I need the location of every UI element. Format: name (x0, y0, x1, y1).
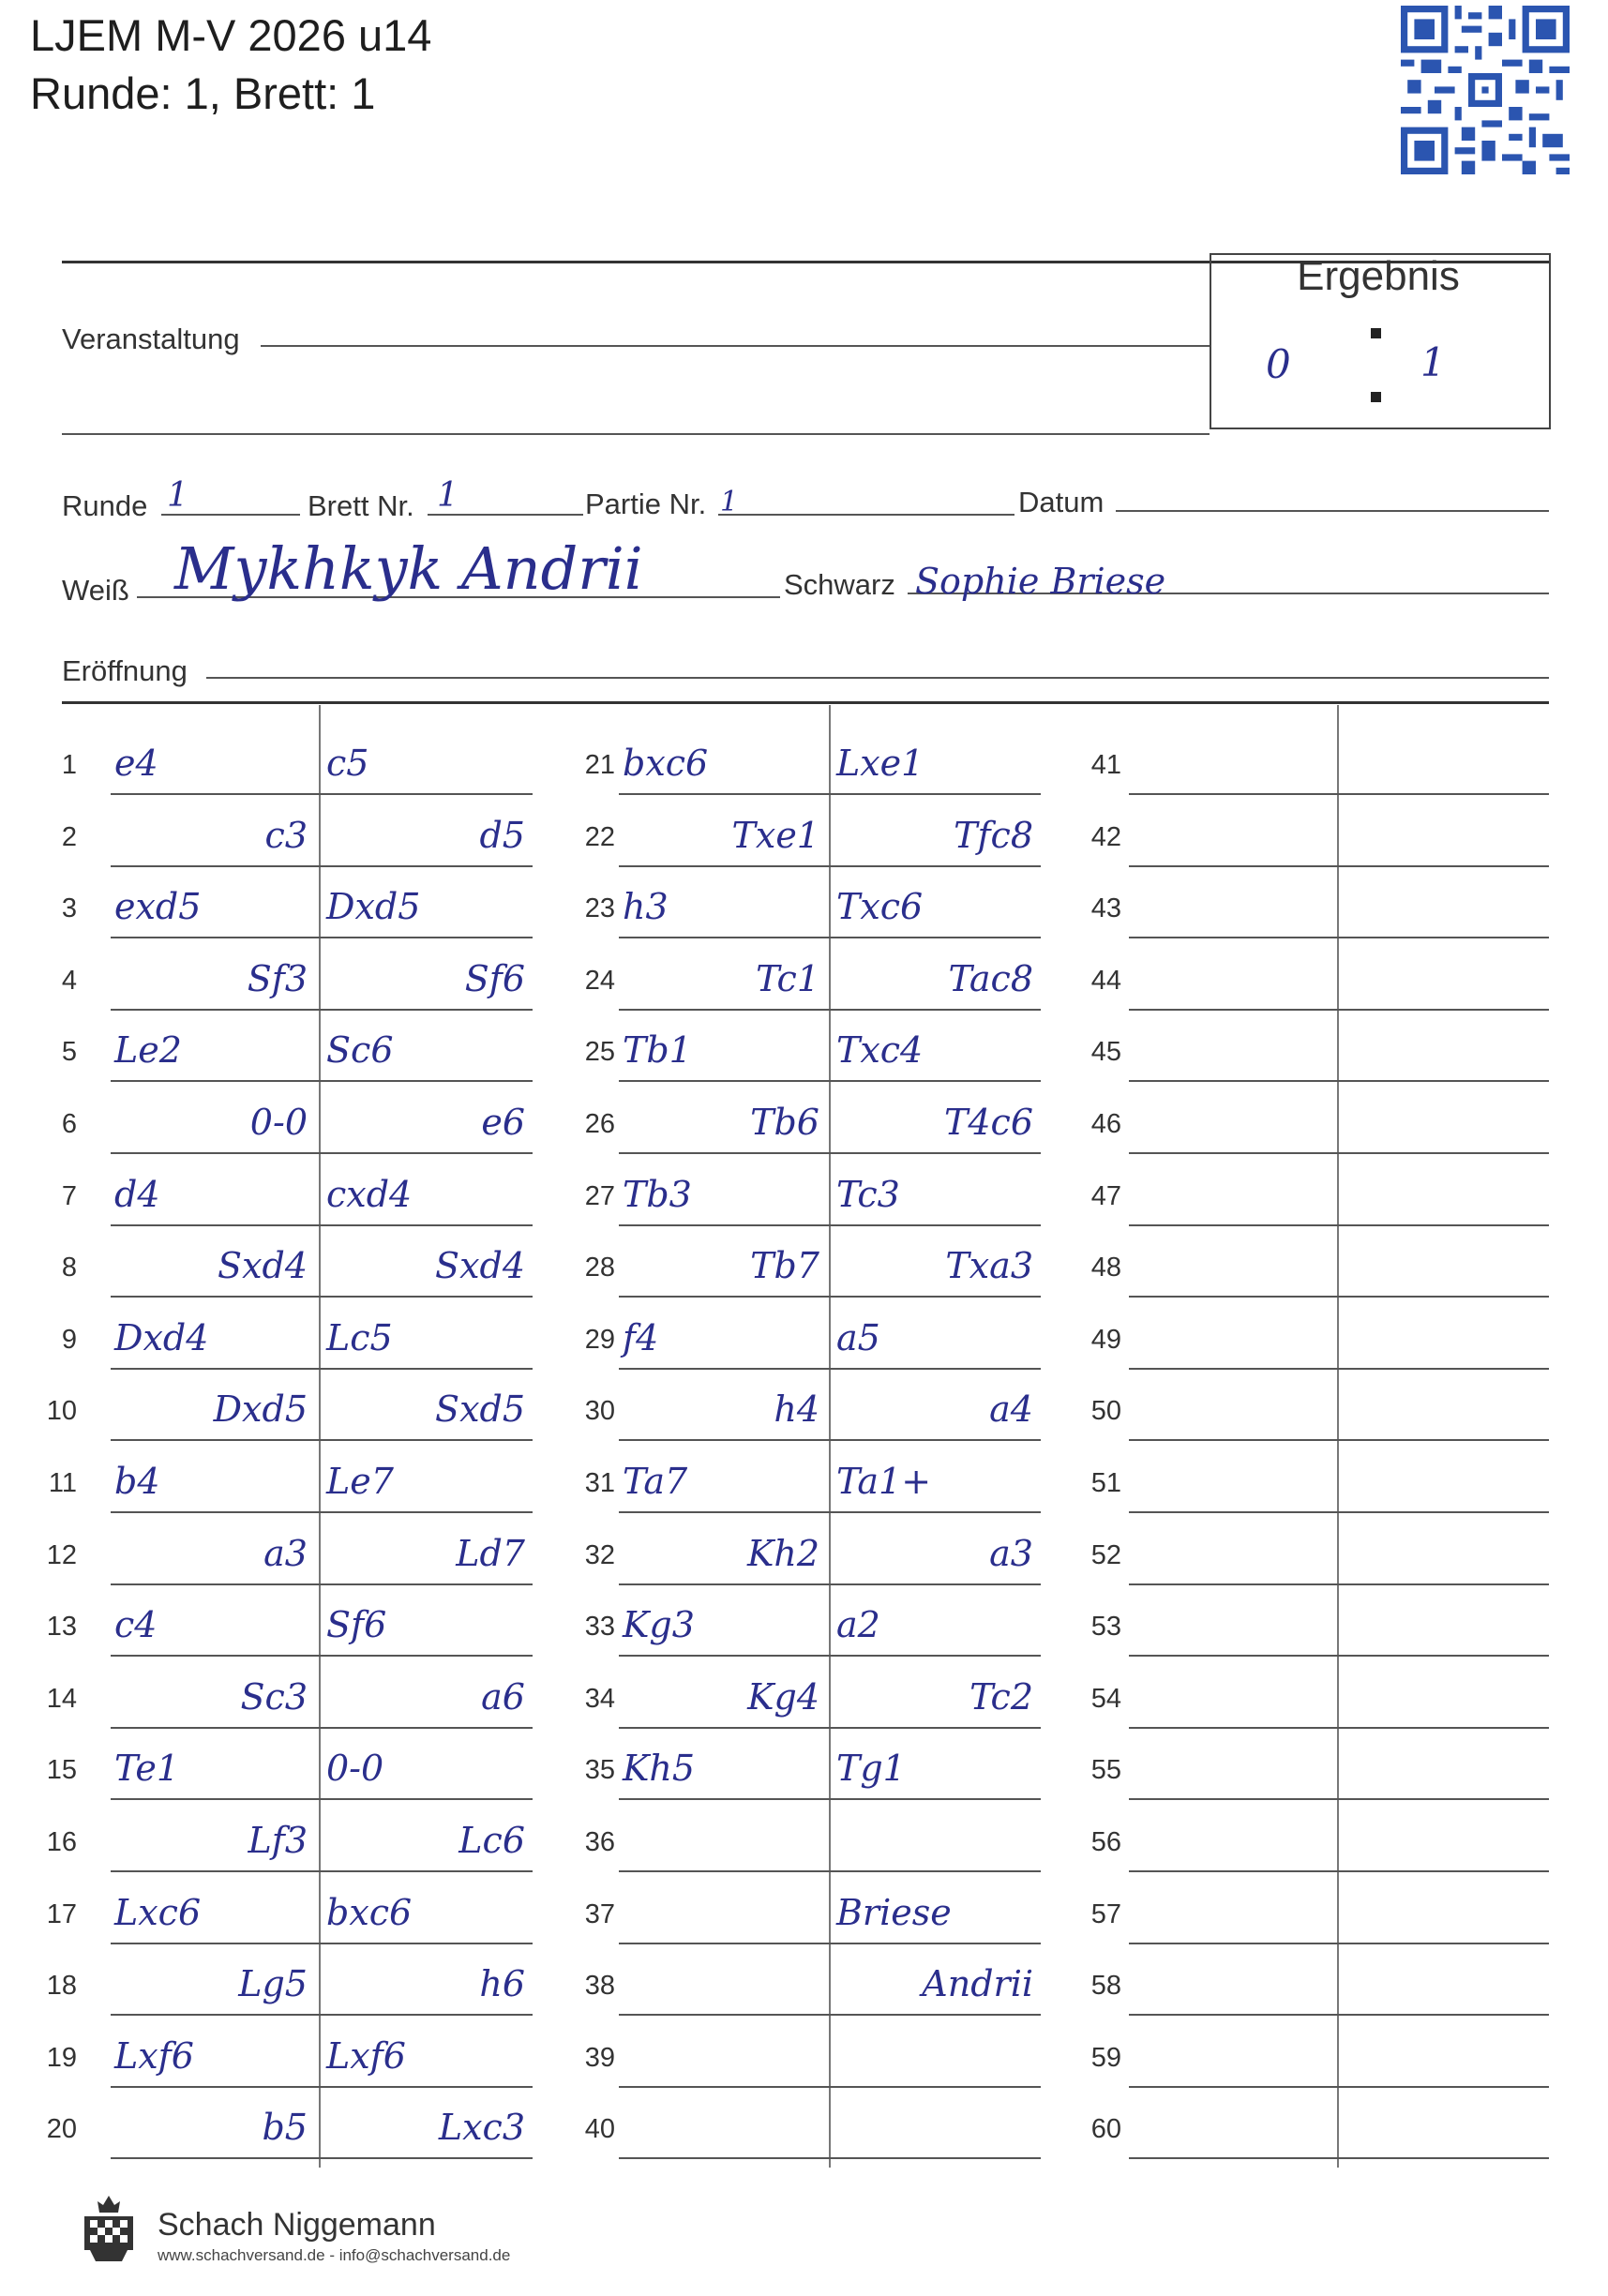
col-divider-1 (319, 705, 321, 2168)
move-row-line (619, 1870, 1041, 1872)
white-move[interactable]: b4 (114, 1461, 160, 1502)
event-bottom-rule (62, 433, 1210, 435)
black-move[interactable]: Dxd5 (326, 886, 421, 928)
move-number: 45 (1090, 1037, 1121, 1068)
date-label: Datum (1018, 486, 1105, 518)
move-row-line (111, 2086, 533, 2088)
move-row-line (111, 1655, 533, 1657)
date-line[interactable] (1116, 510, 1549, 512)
black-move[interactable]: Tfc8 (954, 814, 1033, 856)
event-header: LJEM M-V 2026 u14 (30, 10, 432, 60)
move-number: 19 (46, 2042, 77, 2073)
black-move[interactable]: a6 (481, 1675, 525, 1718)
move-row-line (1129, 1368, 1549, 1370)
move-row-line (619, 865, 1041, 867)
move-row-line (111, 793, 533, 795)
move-number: 48 (1090, 1253, 1121, 1283)
move-row-line (1129, 1439, 1549, 1441)
footer-contact: www.schachversand.de - info@schachversand.de (158, 2246, 511, 2264)
white-move[interactable]: c4 (114, 1604, 158, 1646)
move-row-line (1129, 1870, 1549, 1872)
move-row-line (111, 1943, 533, 1944)
move-number: 55 (1090, 1755, 1121, 1786)
black-move[interactable]: Sxd5 (435, 1388, 525, 1431)
game-line[interactable] (718, 514, 1014, 516)
white-move[interactable]: Le2 (114, 1029, 182, 1072)
white-move[interactable]: Sc3 (240, 1675, 308, 1718)
move-number: 52 (1090, 1539, 1121, 1570)
result-colon-bottom (1371, 392, 1381, 402)
opening-label: Eröffnung (62, 654, 188, 687)
move-row-line (111, 1009, 533, 1011)
black-move[interactable]: Ta1+ (836, 1461, 932, 1502)
move-row-line (619, 1943, 1041, 1944)
move-number: 9 (61, 1324, 77, 1355)
move-row-line (1129, 1727, 1549, 1729)
move-row-line (111, 1798, 533, 1800)
black-move[interactable]: h6 (479, 1963, 525, 2005)
move-number: 12 (46, 1539, 77, 1570)
move-row-line (1129, 1224, 1549, 1226)
white-player-name[interactable]: Mykhkyk Andrii (174, 534, 643, 603)
move-number: 4 (61, 965, 77, 996)
black-move[interactable]: Tc3 (836, 1173, 900, 1215)
round-header: Runde: 1, Brett: 1 (30, 68, 376, 118)
black-move[interactable]: cxd4 (326, 1173, 413, 1215)
move-row-line (619, 793, 1041, 795)
move-number: 14 (46, 1683, 77, 1714)
move-row-line (619, 1152, 1041, 1154)
move-row-line (1129, 2086, 1549, 2088)
move-row-line (1129, 937, 1549, 938)
white-move[interactable]: h3 (623, 886, 669, 928)
move-number: 54 (1090, 1683, 1121, 1714)
black-move[interactable]: Sxd4 (435, 1245, 525, 1287)
move-row-line (1129, 793, 1549, 795)
move-number: 30 (584, 1396, 615, 1427)
move-row-line (619, 1655, 1041, 1657)
move-number: 59 (1090, 2042, 1121, 2073)
black-move[interactable]: c5 (326, 743, 369, 784)
move-number: 37 (584, 1898, 615, 1929)
move-number: 5 (61, 1037, 77, 1068)
event-line[interactable] (261, 345, 1210, 347)
move-number: 23 (584, 893, 615, 924)
move-number: 10 (46, 1396, 77, 1427)
white-move[interactable]: Lxc6 (114, 1891, 202, 1933)
black-move[interactable]: Lxc3 (438, 2107, 525, 2149)
black-move[interactable]: a2 (836, 1604, 880, 1646)
move-number: 11 (48, 1468, 77, 1498)
col-divider-2 (829, 705, 831, 2168)
move-number: 29 (584, 1324, 615, 1355)
white-move[interactable]: Txe1 (731, 814, 819, 856)
move-number: 26 (584, 1109, 615, 1139)
black-move[interactable]: Txc4 (836, 1029, 924, 1072)
white-move[interactable]: Lxf6 (114, 2034, 194, 2077)
black-move[interactable]: Briese (836, 1891, 952, 1933)
move-row-line (619, 1798, 1041, 1800)
move-number: 43 (1090, 893, 1121, 924)
move-row-line (1129, 1296, 1549, 1298)
white-move[interactable]: f4 (623, 1316, 659, 1358)
black-move[interactable]: Sc6 (326, 1029, 394, 1072)
white-move[interactable]: Sxd4 (218, 1245, 308, 1287)
footer-brand: Schach Niggemann (158, 2207, 436, 2243)
black-move[interactable]: a4 (989, 1388, 1033, 1431)
move-row-line (111, 1080, 533, 1082)
white-move[interactable]: d4 (114, 1173, 160, 1215)
move-row-line (111, 1511, 533, 1513)
qr-code-icon (1401, 6, 1570, 174)
game-label: Partie Nr. (585, 488, 707, 520)
move-number: 28 (584, 1253, 615, 1283)
white-move[interactable]: Tb3 (623, 1173, 692, 1215)
move-number: 22 (584, 821, 615, 852)
round-value[interactable]: 1 (167, 476, 188, 515)
move-row-line (619, 1511, 1041, 1513)
move-number: 49 (1090, 1324, 1121, 1355)
white-move[interactable]: Kg3 (623, 1604, 695, 1646)
move-number: 35 (584, 1755, 615, 1786)
move-number: 20 (46, 2114, 77, 2145)
black-move[interactable]: Txc6 (836, 886, 924, 928)
move-row-line (1129, 2157, 1549, 2159)
black-move[interactable]: Lc6 (458, 1820, 525, 1861)
move-number: 40 (584, 2114, 615, 2145)
move-number: 16 (46, 1827, 77, 1857)
move-number: 53 (1090, 1612, 1121, 1643)
move-row-line (619, 2014, 1041, 2016)
move-row-line (619, 1080, 1041, 1082)
moves-top-rule (62, 701, 1549, 704)
move-row-line (111, 865, 533, 867)
move-row-line (111, 1727, 533, 1729)
move-number: 34 (584, 1683, 615, 1714)
round-label: Runde (62, 489, 148, 522)
move-number: 7 (61, 1180, 77, 1211)
move-row-line (1129, 1943, 1549, 1944)
move-number: 27 (584, 1180, 615, 1211)
move-number: 50 (1090, 1396, 1121, 1427)
move-row-line (619, 937, 1041, 938)
game-value[interactable]: 1 (720, 486, 739, 518)
move-number: 46 (1090, 1109, 1121, 1139)
black-label: Schwarz (784, 568, 895, 601)
black-move[interactable]: d5 (479, 814, 525, 856)
black-move[interactable]: Lxe1 (836, 743, 924, 784)
white-move[interactable]: Ta7 (623, 1461, 688, 1502)
move-number: 24 (584, 965, 615, 996)
white-move[interactable]: Dxd4 (114, 1316, 209, 1358)
black-move[interactable]: Tg1 (836, 1748, 906, 1790)
move-row-line (1129, 1583, 1549, 1585)
black-move[interactable]: T4c6 (944, 1102, 1033, 1143)
move-row-line (1129, 1152, 1549, 1154)
move-number: 58 (1090, 1971, 1121, 2002)
move-row-line (111, 1224, 533, 1226)
move-row-line (111, 1368, 533, 1370)
white-move[interactable]: c3 (264, 814, 308, 856)
black-move[interactable]: bxc6 (326, 1891, 413, 1933)
move-number: 1 (61, 750, 77, 780)
result-label: Ergebnis (1297, 253, 1460, 299)
move-number: 36 (584, 1827, 615, 1857)
board-value[interactable]: 1 (437, 476, 458, 515)
move-row-line (619, 1224, 1041, 1226)
move-number: 18 (46, 1971, 77, 2002)
move-number: 41 (1090, 750, 1121, 780)
move-row-line (111, 1296, 533, 1298)
white-move[interactable]: Lf3 (248, 1820, 308, 1861)
move-row-line (1129, 1655, 1549, 1657)
move-row-line (1129, 865, 1549, 867)
black-move[interactable]: Lc5 (326, 1316, 393, 1358)
move-number: 47 (1090, 1180, 1121, 1211)
white-move[interactable]: exd5 (114, 886, 202, 928)
move-number: 2 (61, 821, 77, 852)
move-number: 39 (584, 2042, 615, 2073)
black-move[interactable]: Sf6 (326, 1604, 387, 1646)
white-move[interactable]: a3 (263, 1532, 308, 1574)
move-number: 51 (1090, 1468, 1121, 1498)
move-number: 31 (584, 1468, 615, 1498)
move-number: 13 (46, 1612, 77, 1643)
move-number: 8 (61, 1253, 77, 1283)
move-number: 6 (61, 1109, 77, 1139)
black-move[interactable]: Lxf6 (326, 2034, 406, 2077)
black-move[interactable]: Le7 (326, 1461, 394, 1502)
move-row-line (619, 1439, 1041, 1441)
white-move[interactable]: e4 (114, 743, 158, 784)
white-move[interactable]: Tc1 (756, 957, 819, 999)
black-move[interactable]: a3 (989, 1532, 1033, 1574)
move-row-line (1129, 2014, 1549, 2016)
move-row-line (111, 2014, 533, 2016)
move-row-line (1129, 1080, 1549, 1082)
chess-knight-logo-icon (71, 2192, 146, 2267)
black-move[interactable]: Andrii (922, 1963, 1033, 2005)
black-move[interactable]: Tac8 (948, 957, 1033, 999)
move-row-line (619, 1009, 1041, 1011)
move-number: 38 (584, 1971, 615, 2002)
black-move[interactable]: 0-0 (326, 1748, 384, 1790)
white-move[interactable]: Kh2 (746, 1532, 819, 1574)
move-number: 57 (1090, 1898, 1121, 1929)
move-row-line (1129, 1511, 1549, 1513)
move-number: 17 (46, 1898, 77, 1929)
white-move[interactable]: Sf3 (247, 957, 308, 999)
move-row-line (111, 2157, 533, 2159)
move-number: 15 (46, 1755, 77, 1786)
opening-line[interactable] (206, 677, 1549, 679)
move-number: 42 (1090, 821, 1121, 852)
white-move[interactable]: Te1 (114, 1748, 180, 1790)
move-number: 33 (584, 1612, 615, 1643)
move-row-line (111, 1152, 533, 1154)
result-colon-top (1371, 328, 1381, 338)
move-row-line (619, 2086, 1041, 2088)
white-move[interactable]: b5 (262, 2107, 308, 2149)
white-label: Weiß (62, 574, 129, 607)
move-number: 25 (584, 1037, 615, 1068)
move-row-line (111, 937, 533, 938)
white-move[interactable]: Tb6 (750, 1102, 819, 1143)
col-divider-3 (1337, 705, 1339, 2168)
move-row-line (619, 1368, 1041, 1370)
move-row-line (111, 1583, 533, 1585)
black-player-name[interactable]: Sophie Briese (915, 561, 1166, 602)
move-row-line (619, 1296, 1041, 1298)
move-row-line (1129, 1798, 1549, 1800)
black-move[interactable]: Ld7 (456, 1532, 525, 1574)
move-number: 21 (584, 750, 615, 780)
white-move[interactable]: Kg4 (747, 1675, 819, 1718)
black-move[interactable]: a5 (836, 1316, 880, 1358)
black-move[interactable]: e6 (481, 1102, 525, 1143)
white-move[interactable]: Tb1 (623, 1029, 692, 1072)
result-white-value[interactable]: 0 (1266, 341, 1291, 387)
white-move[interactable]: Kh5 (623, 1748, 696, 1790)
white-move[interactable]: Tb7 (750, 1245, 819, 1287)
board-label: Brett Nr. (308, 489, 414, 522)
move-number: 56 (1090, 1827, 1121, 1857)
white-move[interactable]: Dxd5 (213, 1388, 308, 1431)
move-number: 44 (1090, 965, 1121, 996)
black-move[interactable]: Tc2 (969, 1675, 1033, 1718)
black-move[interactable]: Sf6 (464, 957, 525, 999)
move-number: 60 (1090, 2114, 1121, 2145)
move-row-line (619, 2157, 1041, 2159)
move-row-line (1129, 1009, 1549, 1011)
white-move[interactable]: 0-0 (249, 1102, 308, 1143)
black-move[interactable]: Txa3 (945, 1245, 1033, 1287)
move-number: 32 (584, 1539, 615, 1570)
result-black-value[interactable]: 1 (1420, 339, 1446, 385)
white-move[interactable]: h4 (774, 1388, 819, 1431)
move-row-line (111, 1439, 533, 1441)
move-row-line (619, 1583, 1041, 1585)
white-move[interactable]: Lg5 (238, 1963, 308, 2005)
move-number: 3 (61, 893, 77, 924)
event-label: Veranstaltung (62, 323, 240, 355)
white-move[interactable]: bxc6 (623, 743, 709, 784)
move-row-line (111, 1870, 533, 1872)
move-row-line (619, 1727, 1041, 1729)
